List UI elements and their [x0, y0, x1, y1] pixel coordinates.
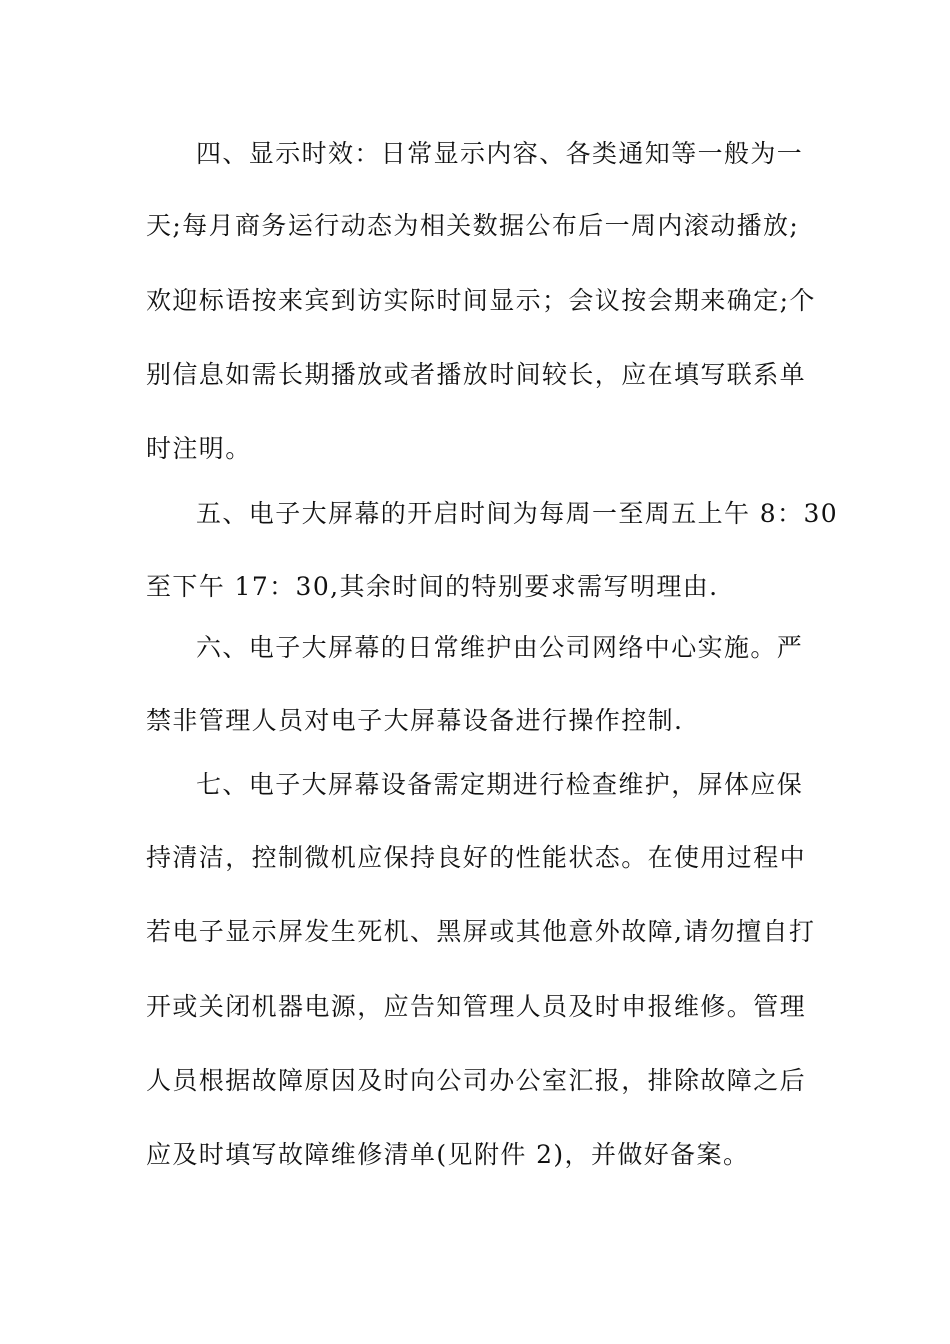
paragraph-7-line-3: 若电子显示屏发生死机、黑屏或其他意外故障,请勿擅自打 [146, 917, 816, 946]
paragraph-7-line-2: 持清洁，控制微机应保持良好的性能状态。在使用过程中 [146, 843, 807, 872]
paragraph-7-line-5: 人员根据故障原因及时向公司办公室汇报，排除故障之后 [146, 1066, 807, 1095]
paragraph-7-line-6: 应及时填写故障维修清单(见附件 2)，并做好备案。 [146, 1140, 750, 1169]
paragraph-6-line-1: 六、电子大屏幕的日常维护由公司网络中心实施。严 [196, 633, 804, 662]
paragraph-5-line-2: 至下午 17：30,其余时间的特别要求需写明理由. [146, 572, 719, 601]
paragraph-6-line-2: 禁非管理人员对电子大屏幕设备进行操作控制. [146, 706, 684, 735]
paragraph-7-line-1: 七、电子大屏幕设备需定期进行检查维护，屏体应保 [196, 770, 804, 799]
paragraph-7-line-4: 开或关闭机器电源，应告知管理人员及时申报维修。管理 [146, 992, 807, 1021]
paragraph-4-line-1: 四、显示时效：日常显示内容、各类通知等一般为一 [196, 139, 804, 168]
paragraph-4-line-4: 别信息如需长期播放或者播放时间较长，应在填写联系单 [146, 360, 807, 389]
paragraph-4-line-2: 天;每月商务运行动态为相关数据公布后一周内滚动播放; [146, 211, 800, 240]
paragraph-4-line-3: 欢迎标语按来宾到访实际时间显示；会议按会期来确定;个 [146, 286, 816, 315]
paragraph-5-line-1: 五、电子大屏幕的开启时间为每周一至周五上午 8：30 [196, 499, 839, 528]
paragraph-4-line-5: 时注明。 [146, 434, 252, 463]
